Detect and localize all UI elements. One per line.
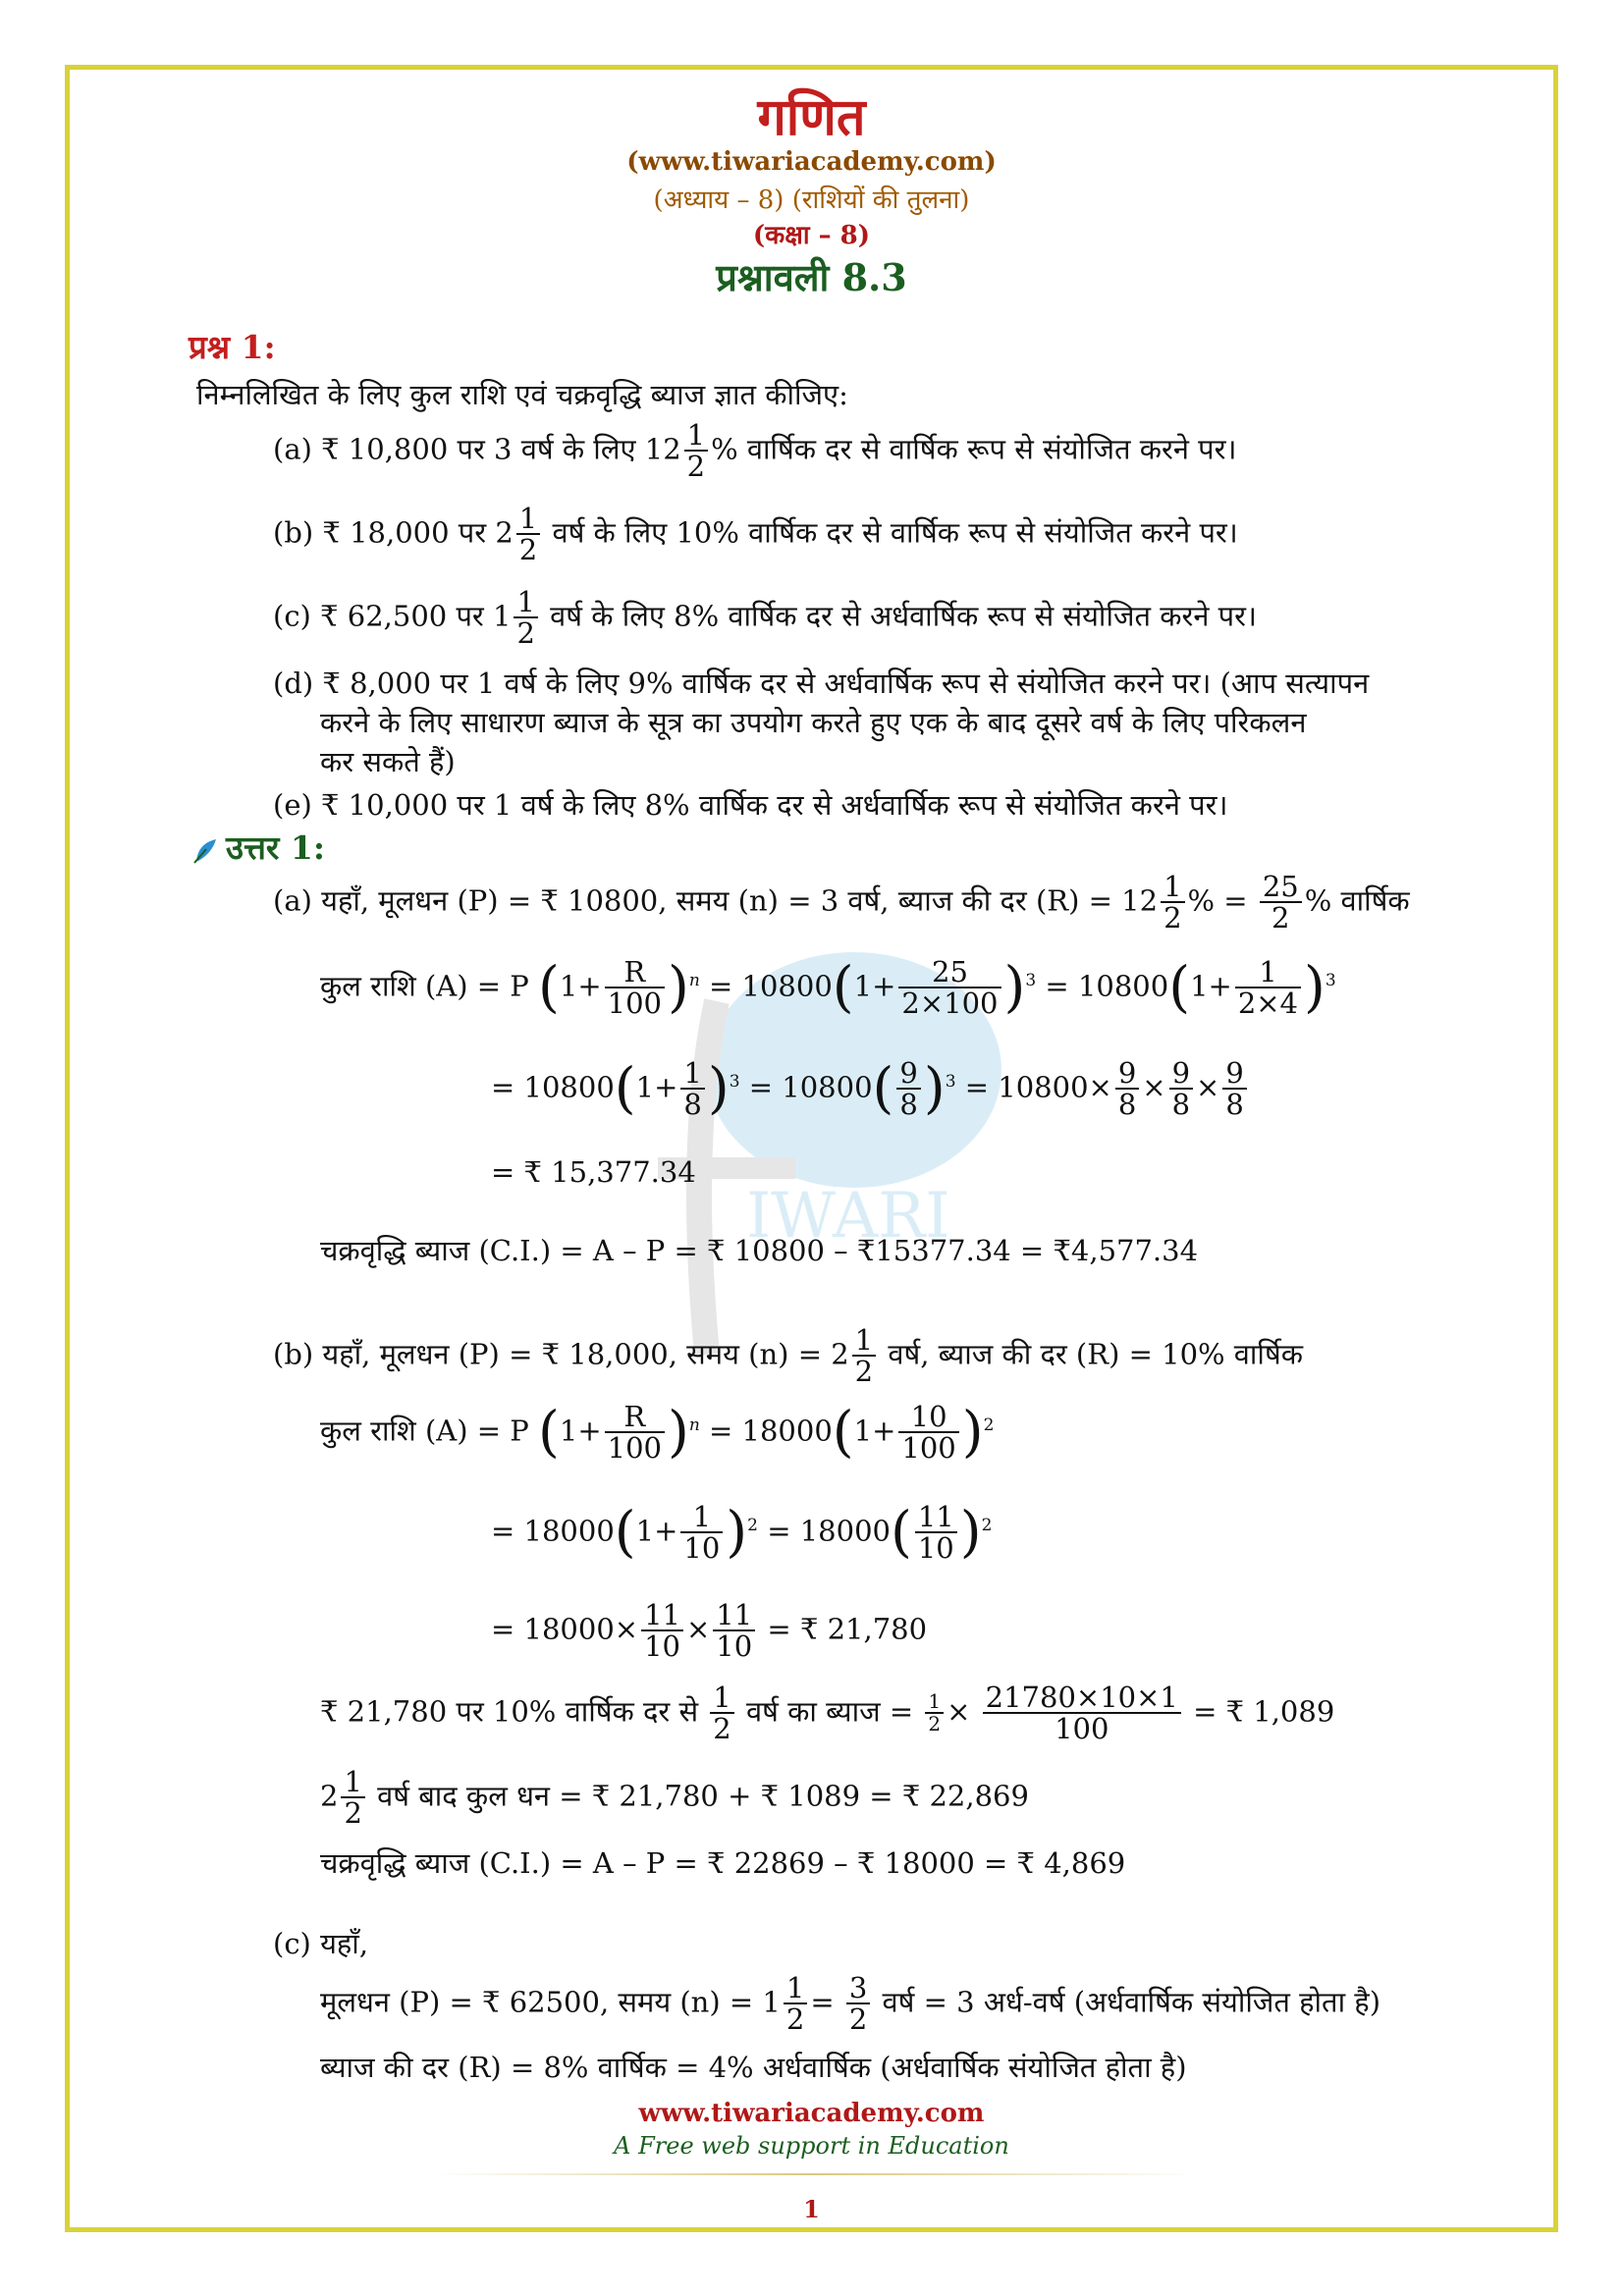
page-number: 1 [803, 2195, 820, 2223]
answer-b-half-year-interest: ₹ 21,780 पर 10% वार्षिक दर से $\frac{1}{2}$ वर्ष का ब्याज = $\frac{1}{2}$ × $\frac{21780\times 10\times 1}{100}$ = ₹ 1,089 [320, 1681, 1335, 1746]
question-heading: प्रश्न 1: [189, 328, 276, 366]
answer-b-step2: = 18000(1+ $\frac{1}{10}$ )$^2$ = 18000( $\frac{11}{10}$ )$^2$ [491, 1500, 993, 1566]
question-part-b: (b) ₹ 18,000 पर 2 $\frac{1}{2}$ वर्ष के लिए 10% वार्षिक दर से वार्षिक रूप से संयोजित करने पर। [273, 502, 1238, 567]
footer-tagline: A Free web support in Education [614, 2132, 1009, 2160]
answer-a-formula: कुल राशि (A) = P (1+ $\frac{R}{100}$ )$^n$ = 10800(1+ $\frac{25}{2\times 100}$ )$^3$ = 10800(1+ $\frac{1}{2\times 4}$ )$^3$ [320, 955, 1336, 1021]
answer-b-step3: = 18000× $\frac{11}{10}$ × $\frac{11}{10}$ = ₹ 21,780 [491, 1598, 928, 1664]
chapter-label: (अध्याय – 8) (राशियों की तुलना) [653, 186, 970, 215]
footer-website: www.tiwariacademy.com [638, 2099, 985, 2128]
question-part-d-line2: करने के लिए साधारण ब्याज के सूत्र का उपयोग करते हुए एक के बाद दूसरे वर्ष के लिए परिकलन [320, 706, 1307, 739]
answer-a-given: (a) यहाँ, मूलधन (P) = ₹ 10800, समय (n) = 3 वर्ष, ब्याज की दर (R) = 12 $\frac{1}{2}$ % = $\frac{25}{2}$ % वार्षिक [273, 870, 1410, 935]
svg-text:IWARI: IWARI [746, 1180, 950, 1253]
answer-b-total-after: 2 $\frac{1}{2}$ वर्ष बाद कुल धन = ₹ 21,780 + ₹ 1089 = ₹ 22,869 [320, 1765, 1029, 1831]
answer-b-given: (b) यहाँ, मूलधन (P) = ₹ 18,000, समय (n) = 2 $\frac{1}{2}$ वर्ष, ब्याज की दर (R) = 10% वार्षिक [273, 1323, 1303, 1389]
question-part-e: (e) ₹ 10,000 पर 1 वर्ष के लिए 8% वार्षिक दर से अर्धवार्षिक रूप से संयोजित करने पर। [273, 788, 1228, 822]
pen-icon [192, 835, 220, 865]
answer-c-given: मूलधन (P) = ₹ 62500, समय (n) = 1 $\frac{1}{2}$ = $\frac{3}{2}$ वर्ष = 3 अर्ध-वर्ष (अर्धवार्षिक संयोजित होता है) [320, 1971, 1381, 2037]
answer-a-ci: चक्रवृद्धि ब्याज (C.I.) = A – P = ₹ 10800 – ₹15377.34 = ₹4,577.34 [320, 1234, 1199, 1267]
answer-c-rate: ब्याज की दर (R) = 8% वार्षिक = 4% अर्धवार्षिक (अर्धवार्षिक संयोजित होता है) [320, 2051, 1187, 2084]
answer-b-formula: कुल राशि (A) = P (1+ $\frac{R}{100}$ )$^n$ = 18000(1+ $\frac{10}{100}$ )$^2$ [320, 1400, 995, 1466]
header-website: (www.tiwariacademy.com) [626, 147, 997, 177]
answer-heading: उत्तर 1: [192, 825, 325, 869]
class-label: (कक्षा – 8) [752, 221, 871, 250]
page-title: गणित [757, 87, 866, 147]
answer-a-result: = ₹ 15,377.34 [491, 1155, 696, 1189]
question-part-d-line1: (d) ₹ 8,000 पर 1 वर्ष के लिए 9% वार्षिक दर से अर्धवार्षिक रूप से संयोजित करने पर। (आप सत्यापन [273, 667, 1370, 700]
answer-b-ci: चक्रवृद्धि ब्याज (C.I.) = A – P = ₹ 22869 – ₹ 18000 = ₹ 4,869 [320, 1846, 1126, 1880]
answer-a-steps: = 10800(1+ $\frac{1}{8}$ )$^3$ = 10800( $\frac{9}{8}$ )$^3$ = 10800× $\frac{9}{8}$ × $\frac{9}{8}$ × $\frac{9}{8}$ [491, 1058, 1250, 1120]
question-part-d-line3: कर सकते हैं) [320, 745, 456, 778]
question-part-a: (a) ₹ 10,800 पर 3 वर्ष के लिए 12 $\frac{1}{2}$ % वार्षिक दर से वार्षिक रूप से संयोजित करने पर। [273, 418, 1237, 484]
question-intro: निम्नलिखित के लिए कुल राशि एवं चक्रवृद्धि ब्याज ज्ञात कीजिए: [196, 378, 848, 411]
footer-divider [432, 2173, 1198, 2175]
exercise-title: प्रश्नावली 8.3 [716, 255, 907, 299]
question-part-c: (c) ₹ 62,500 पर 1 $\frac{1}{2}$ वर्ष के लिए 8% वार्षिक दर से अर्धवार्षिक रूप से संयोजित करने पर। [273, 585, 1257, 651]
answer-c-heading: (c) यहाँ, [273, 1927, 369, 1960]
